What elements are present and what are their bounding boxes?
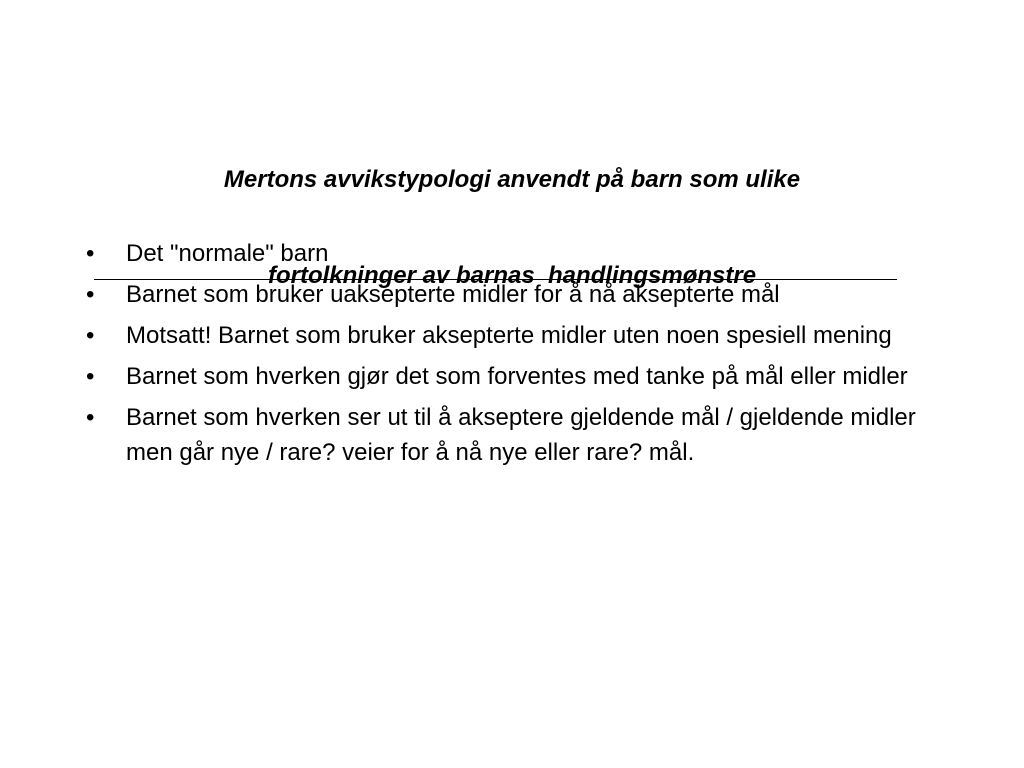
bullet-list [86, 236, 946, 476]
bullet-item-2 [86, 277, 946, 312]
bullet-marker: • [86, 240, 95, 267]
title-line-2: fortolkninger av barnas handlingsmønstre [267, 262, 757, 289]
bullet-text: Barnet som hverken gjør det som forventes med tanke på mål eller midler [126, 363, 908, 390]
bullet-item-4 [86, 359, 946, 394]
bullet-marker: • [86, 322, 95, 349]
bullet-text: Barnet som bruker uaksepterte midler for å nå aksepterte mål [126, 281, 780, 308]
bullet-marker: • [86, 363, 95, 390]
title-line-1: Mertons avvikstypologi anvendt på barn som ulike [223, 166, 801, 193]
bullet-item-1 [86, 236, 946, 271]
bullet-marker: • [86, 404, 95, 431]
bullet-item-3 [86, 318, 946, 353]
bullet-item-5 [86, 400, 946, 470]
bullet-marker: • [86, 281, 95, 308]
bullet-text: Barnet som hverken ser ut til å akseptere gjeldende mål / gjeldende midler men går nye / rare? veier for å nå nye eller rare? mål. [126, 404, 916, 466]
bullet-text: Motsatt! Barnet som bruker aksepterte midler uten noen spesiell mening [126, 322, 892, 349]
bullet-text: Det "normale" barn [126, 240, 329, 267]
